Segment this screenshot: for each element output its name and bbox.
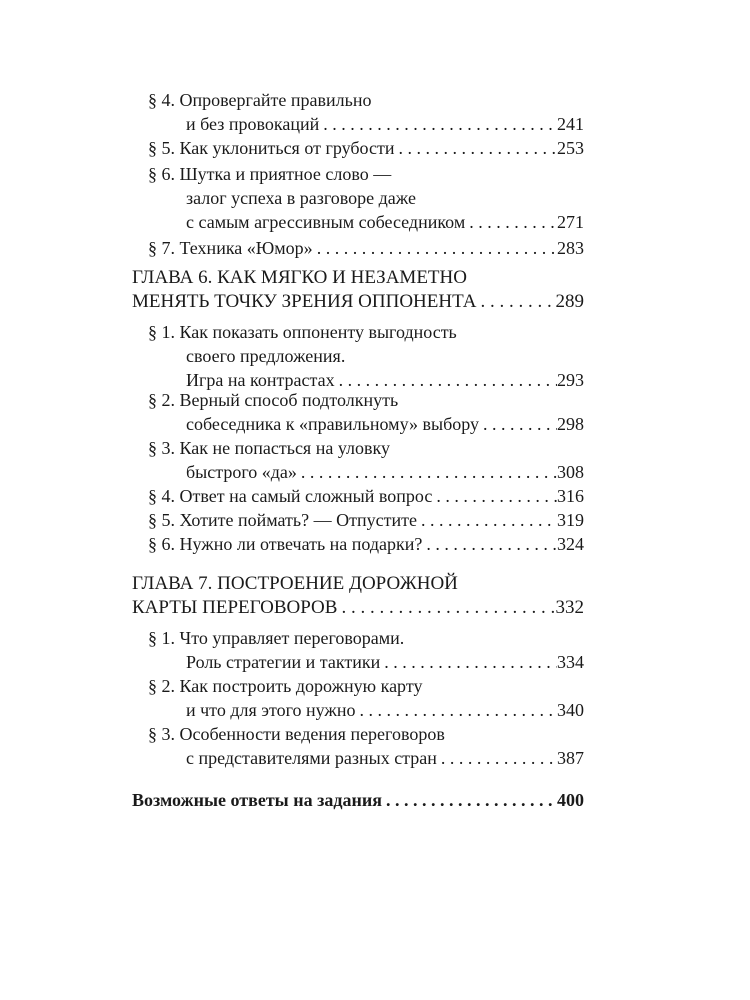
entry-text: § 4. Ответ на самый сложный вопрос	[148, 486, 433, 506]
entry-text: и без провокаций	[186, 114, 320, 134]
entry-last-line	[186, 112, 584, 136]
entry-text: § 7. Техника «Юмор»	[148, 238, 313, 258]
page-number: 253	[557, 138, 584, 158]
dot-leader	[382, 788, 557, 812]
page-number: 334	[557, 652, 584, 672]
entry-last-line	[148, 508, 584, 532]
page-number: 387	[557, 748, 584, 768]
dot-leader	[479, 412, 557, 436]
entry-last-line	[186, 412, 584, 436]
page-number: 241	[557, 114, 584, 134]
page-number: 271	[557, 212, 584, 232]
entry-last-line	[186, 210, 584, 234]
entry-text: § 5. Как уклониться от грубости	[148, 138, 395, 158]
dot-leader	[476, 290, 555, 314]
entry-text: § 5. Хотите поймать? — Отпустите	[148, 510, 417, 530]
chapter-text: МЕНЯТЬ ТОЧКУ ЗРЕНИЯ ОППОНЕНТА	[132, 291, 477, 312]
dot-leader	[422, 532, 557, 556]
entry-text: с представителями разных стран	[186, 748, 437, 768]
chapter-text: КАРТЫ ПЕРЕГОВОРОВ	[132, 597, 338, 618]
entry-text-line: § 3. Как не попасться на уловку	[148, 438, 391, 458]
page-number: 400	[557, 790, 584, 810]
dot-leader	[337, 596, 555, 620]
entry-text-line: § 1. Что управляет переговорами.	[148, 628, 405, 648]
page-number: 308	[557, 462, 584, 482]
entry-text-line: § 6. Шутка и приятное слово —	[148, 164, 392, 184]
dot-leader	[356, 698, 558, 722]
dot-leader	[437, 746, 557, 770]
entry-text: с самым агрессивным собеседником	[186, 212, 466, 232]
page-number: 340	[557, 700, 584, 720]
entry-text: и что для этого нужно	[186, 700, 356, 720]
dot-leader	[394, 136, 557, 160]
entry-last-line	[186, 460, 584, 484]
entry-text-line: залог успеха в разговоре даже	[186, 188, 416, 208]
entry-last-line	[186, 650, 584, 674]
chapter-last-line	[132, 290, 584, 314]
entry-text: собеседника к «правильному» выбору	[186, 414, 480, 434]
entry-last-line	[148, 484, 584, 508]
entry-last-line	[186, 746, 584, 770]
page-number: 293	[557, 370, 584, 390]
entry-text: Роль стратегии и тактики	[186, 652, 381, 672]
page-number: 316	[557, 486, 584, 506]
entry-last-line	[148, 532, 584, 556]
entry-text-line: § 2. Верный способ подтолкнуть	[148, 390, 399, 410]
entry-last-line	[148, 136, 584, 160]
page-number: 332	[555, 597, 584, 618]
dot-leader	[417, 508, 557, 532]
dot-leader	[432, 484, 557, 508]
entry-text: быстрого «да»	[186, 462, 297, 482]
entry-last-line	[148, 236, 584, 260]
entry-text-line: § 1. Как показать оппоненту выгодность	[148, 322, 457, 342]
dot-leader	[313, 236, 557, 260]
entry-text-line: § 3. Особенности ведения переговоров	[148, 724, 445, 744]
chapter-last-line	[132, 596, 584, 620]
entry-text-line: § 4. Опровергайте правильно	[148, 90, 372, 110]
entry-text-line: § 2. Как построить дорожную карту	[148, 676, 423, 696]
entry-last-line	[132, 788, 584, 812]
entry-text: Игра на контрастах	[186, 370, 335, 390]
dot-leader	[380, 650, 557, 674]
page-number: 319	[557, 510, 584, 530]
entry-text: Возможные ответы на задания	[132, 790, 382, 810]
chapter-title-line: ГЛАВА 7. ПОСТРОЕНИЕ ДОРОЖНОЙ	[132, 573, 458, 594]
dot-leader	[465, 210, 557, 234]
entry-last-line	[186, 698, 584, 722]
dot-leader	[297, 460, 557, 484]
chapter-title-line: ГЛАВА 6. КАК МЯГКО И НЕЗАМЕТНО	[132, 267, 467, 288]
entry-text: § 6. Нужно ли отвечать на подарки?	[148, 534, 423, 554]
page-number: 283	[557, 238, 584, 258]
page-number: 298	[557, 414, 584, 434]
dot-leader	[319, 112, 557, 136]
entry-text-line: своего предложения.	[186, 346, 346, 366]
page-number: 324	[557, 534, 584, 554]
page-number: 289	[555, 291, 584, 312]
